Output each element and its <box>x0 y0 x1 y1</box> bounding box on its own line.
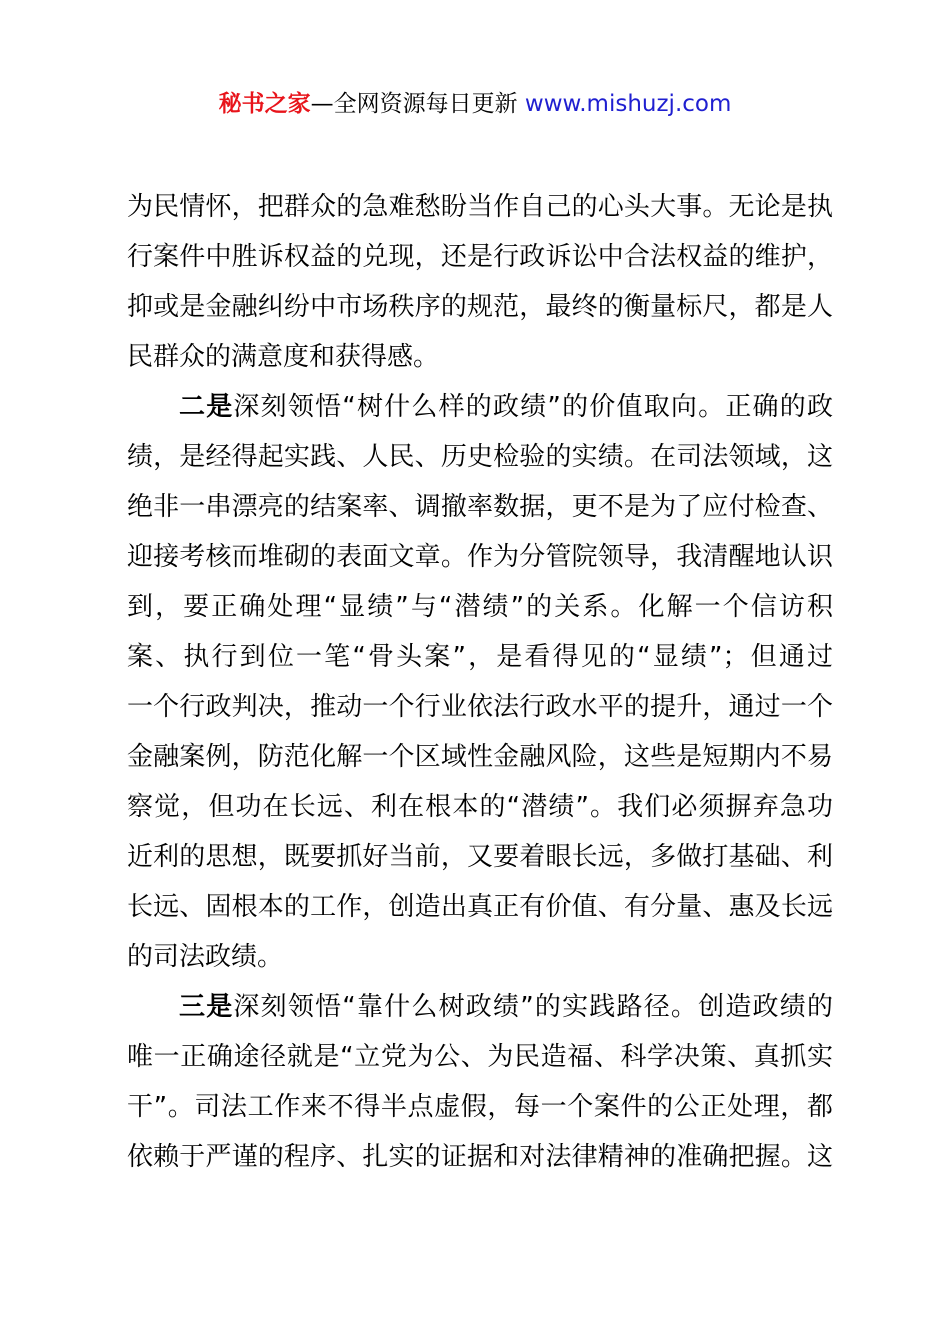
text-line-first <box>127 982 833 1032</box>
text-fragment: 深刻领悟“树什么样的政绩”的价值取向。正确的政 <box>233 392 833 422</box>
text-line: 唯一正确途径就是“立党为公、为民造福、科学决策、真抓实 <box>127 1042 833 1072</box>
text-line-first <box>127 382 833 432</box>
page-header <box>0 86 950 122</box>
text-line: 一个行政判决，推动一个行业依法行政水平的提升，通过一个 <box>127 692 833 722</box>
text-line: 依赖于严谨的程序、扎实的证据和对法律精神的准确把握。这 <box>127 1142 833 1172</box>
document-body <box>127 182 833 1182</box>
text-line: 案、执行到位一笔“骨头案”，是看得见的“显绩”；但通过 <box>127 642 833 672</box>
text-line: 的司法政绩。 <box>127 942 284 972</box>
text-line: 民群众的满意度和获得感。 <box>127 342 440 372</box>
header-tagline: —全网资源每日更新 <box>310 91 525 117</box>
paragraph-2 <box>127 382 833 982</box>
text-line: 绝非一串漂亮的结案率、调撤率数据，更不是为了应付检查、 <box>127 492 833 522</box>
text-line: 行案件中胜诉权益的兑现，还是行政诉讼中合法权益的维护， <box>127 242 833 272</box>
paragraph-1 <box>127 182 833 382</box>
paragraph-3 <box>127 982 833 1182</box>
text-line: 察觉，但功在长远、利在根本的“潜绩”。我们必须摒弃急功 <box>127 792 833 822</box>
text-line: 绩，是经得起实践、人民、历史检验的实绩。在司法领域，这 <box>127 442 833 472</box>
text-line: 近利的思想，既要抓好当前，又要着眼长远，多做打基础、利 <box>127 842 833 872</box>
text-fragment: 深刻领悟“靠什么树政绩”的实践路径。创造政绩的 <box>233 992 833 1022</box>
text-line: 抑或是金融纠纷中市场秩序的规范，最终的衡量标尺，都是人 <box>127 292 833 322</box>
text-line: 金融案例，防范化解一个区域性金融风险，这些是短期内不易 <box>127 742 833 772</box>
text-line: 长远、固根本的工作，创造出真正有价值、有分量、惠及长远 <box>127 892 833 922</box>
paragraph-lead: 二是 <box>179 392 234 422</box>
header-brand: 秘书之家 <box>218 91 311 117</box>
text-line: 迎接考核而堆砌的表面文章。作为分管院领导，我清醒地认识 <box>127 542 833 572</box>
text-line: 到，要正确处理“显绩”与“潜绩”的关系。化解一个信访积 <box>127 592 833 622</box>
header-url[interactable]: www.mishuzj.com <box>524 91 732 117</box>
paragraph-lead: 三是 <box>179 992 234 1022</box>
text-line: 干”。司法工作来不得半点虚假，每一个案件的公正处理，都 <box>127 1092 833 1122</box>
text-line: 为民情怀，把群众的急难愁盼当作自己的心头大事。无论是执 <box>127 192 833 222</box>
